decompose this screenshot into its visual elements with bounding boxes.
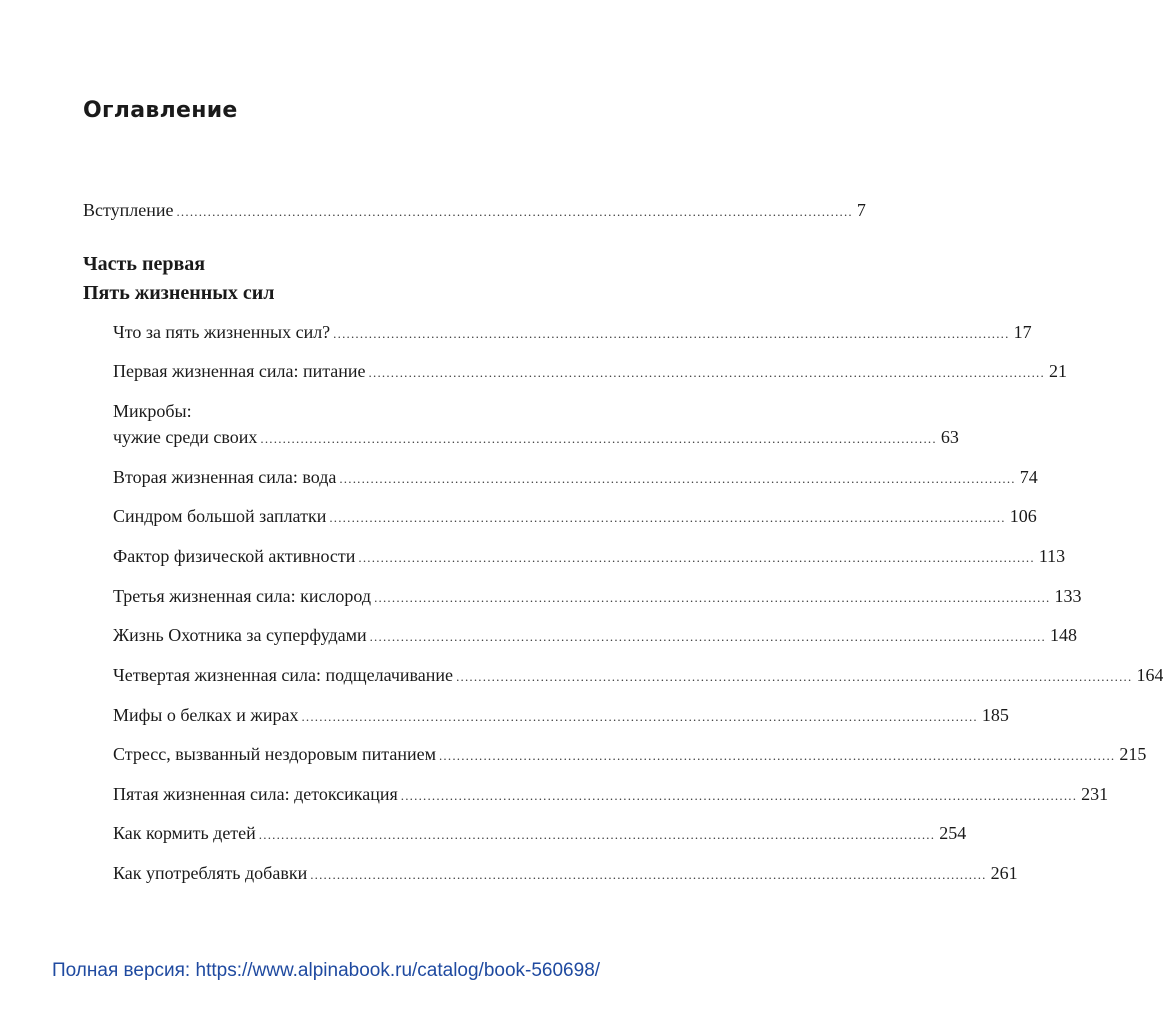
toc-entry-title-line1: Микробы: xyxy=(113,401,192,421)
toc-entry[interactable] xyxy=(113,360,1067,384)
toc-entry-page: 133 xyxy=(1054,586,1082,606)
toc-entry-page: 231 xyxy=(1081,784,1109,804)
toc-entry-page: 261 xyxy=(990,863,1018,883)
dot-leader: ........................................................................................................................................................ xyxy=(329,510,1006,525)
toc-entry-title: чужие среди своих xyxy=(113,427,258,447)
toc-entry-title: Третья жизненная сила: кислород xyxy=(113,586,372,606)
toc-entry-title: Первая жизненная сила: питание xyxy=(113,361,366,381)
dot-leader: ........................................................................................................................................................ xyxy=(260,431,937,446)
toc-entry-page: 74 xyxy=(1019,467,1038,487)
full-version-url[interactable]: https://www.alpinabook.ru/catalog/book-560698/ xyxy=(195,960,601,981)
toc-entry-title: Стресс, вызванный нездоровым питанием xyxy=(113,744,436,764)
dot-leader: ........................................................................................................................................................ xyxy=(310,867,987,882)
toc-entry-intro[interactable] xyxy=(83,199,866,223)
toc-entry-page: 254 xyxy=(939,823,967,843)
dot-leader: ........................................................................................................................................................ xyxy=(456,669,1133,684)
dot-leader: ........................................................................................................................................................ xyxy=(368,365,1045,380)
toc-entry-page: 63 xyxy=(940,427,959,447)
dot-leader: ........................................................................................................................................................ xyxy=(333,326,1010,341)
dot-leader: ........................................................................................................................................................ xyxy=(339,471,1016,486)
toc-entry-page: 164 xyxy=(1136,665,1163,685)
toc-entry[interactable] xyxy=(113,585,1082,609)
toc-entry[interactable] xyxy=(113,505,1037,529)
toc-entry-page: 148 xyxy=(1050,625,1078,645)
dot-leader: ........................................................................................................................................................ xyxy=(438,748,1116,763)
dot-leader: ........................................................................................................................................................ xyxy=(258,827,936,842)
dot-leader: ........................................................................................................................................................ xyxy=(400,788,1078,803)
toc-entry-page: 106 xyxy=(1009,506,1037,526)
toc-entry[interactable] xyxy=(113,426,959,450)
toc-entry[interactable] xyxy=(113,321,1032,345)
dot-leader: ........................................................................................................................................................ xyxy=(358,550,1035,565)
full-version-label: Полная версия: xyxy=(52,960,191,981)
toc-entry-title: Синдром большой заплатки xyxy=(113,506,327,526)
dot-leader: ........................................................................................................................................................ xyxy=(374,590,1051,605)
toc-entry-page: 7 xyxy=(856,200,866,220)
toc-entry-page: 113 xyxy=(1038,546,1066,566)
toc-entry-title: Пятая жизненная сила: детоксикация xyxy=(113,784,398,804)
toc-entry[interactable] xyxy=(113,743,1147,767)
toc-entry[interactable] xyxy=(113,545,1066,569)
toc-entry-title: Мифы о белках и жирах xyxy=(113,705,299,725)
toc-entry-title: Что за пять жизненных сил? xyxy=(113,322,331,342)
toc-entry-title: Как употреблять добавки xyxy=(113,863,308,883)
part-title: Пять жизненных сил xyxy=(83,282,275,304)
toc-entry-title: Фактор физической активности xyxy=(113,546,356,566)
toc-entry-title: Как кормить детей xyxy=(113,823,256,843)
toc-entry[interactable] xyxy=(113,783,1109,807)
toc-entry-title: Вступление xyxy=(83,200,174,220)
toc-entry-page: 215 xyxy=(1119,744,1147,764)
toc-entry[interactable] xyxy=(113,822,967,846)
toc-entry-page: 21 xyxy=(1048,361,1067,381)
dot-leader: ........................................................................................................................................................ xyxy=(301,709,978,724)
dot-leader: ........................................................................................................................................................ xyxy=(369,629,1047,644)
toc-entry[interactable] xyxy=(113,664,1163,688)
dot-leader: ........................................................................................................................................................ xyxy=(176,204,853,219)
page-title: Оглавление xyxy=(83,98,238,123)
toc-entry-title: Вторая жизненная сила: вода xyxy=(113,467,337,487)
part-label: Часть первая xyxy=(83,253,206,275)
toc-entry[interactable] xyxy=(113,862,1018,886)
toc-entry[interactable] xyxy=(113,704,1009,728)
toc-entry-title: Жизнь Охотника за суперфудами xyxy=(113,625,367,645)
toc-entry[interactable] xyxy=(113,624,1078,648)
toc-entry-title: Четвертая жизненная сила: подщелачивание xyxy=(113,665,454,685)
full-version-link[interactable] xyxy=(52,960,600,982)
toc-entry-page: 17 xyxy=(1013,322,1032,342)
toc-entry[interactable] xyxy=(113,466,1038,490)
toc-entry-page: 185 xyxy=(981,705,1009,725)
